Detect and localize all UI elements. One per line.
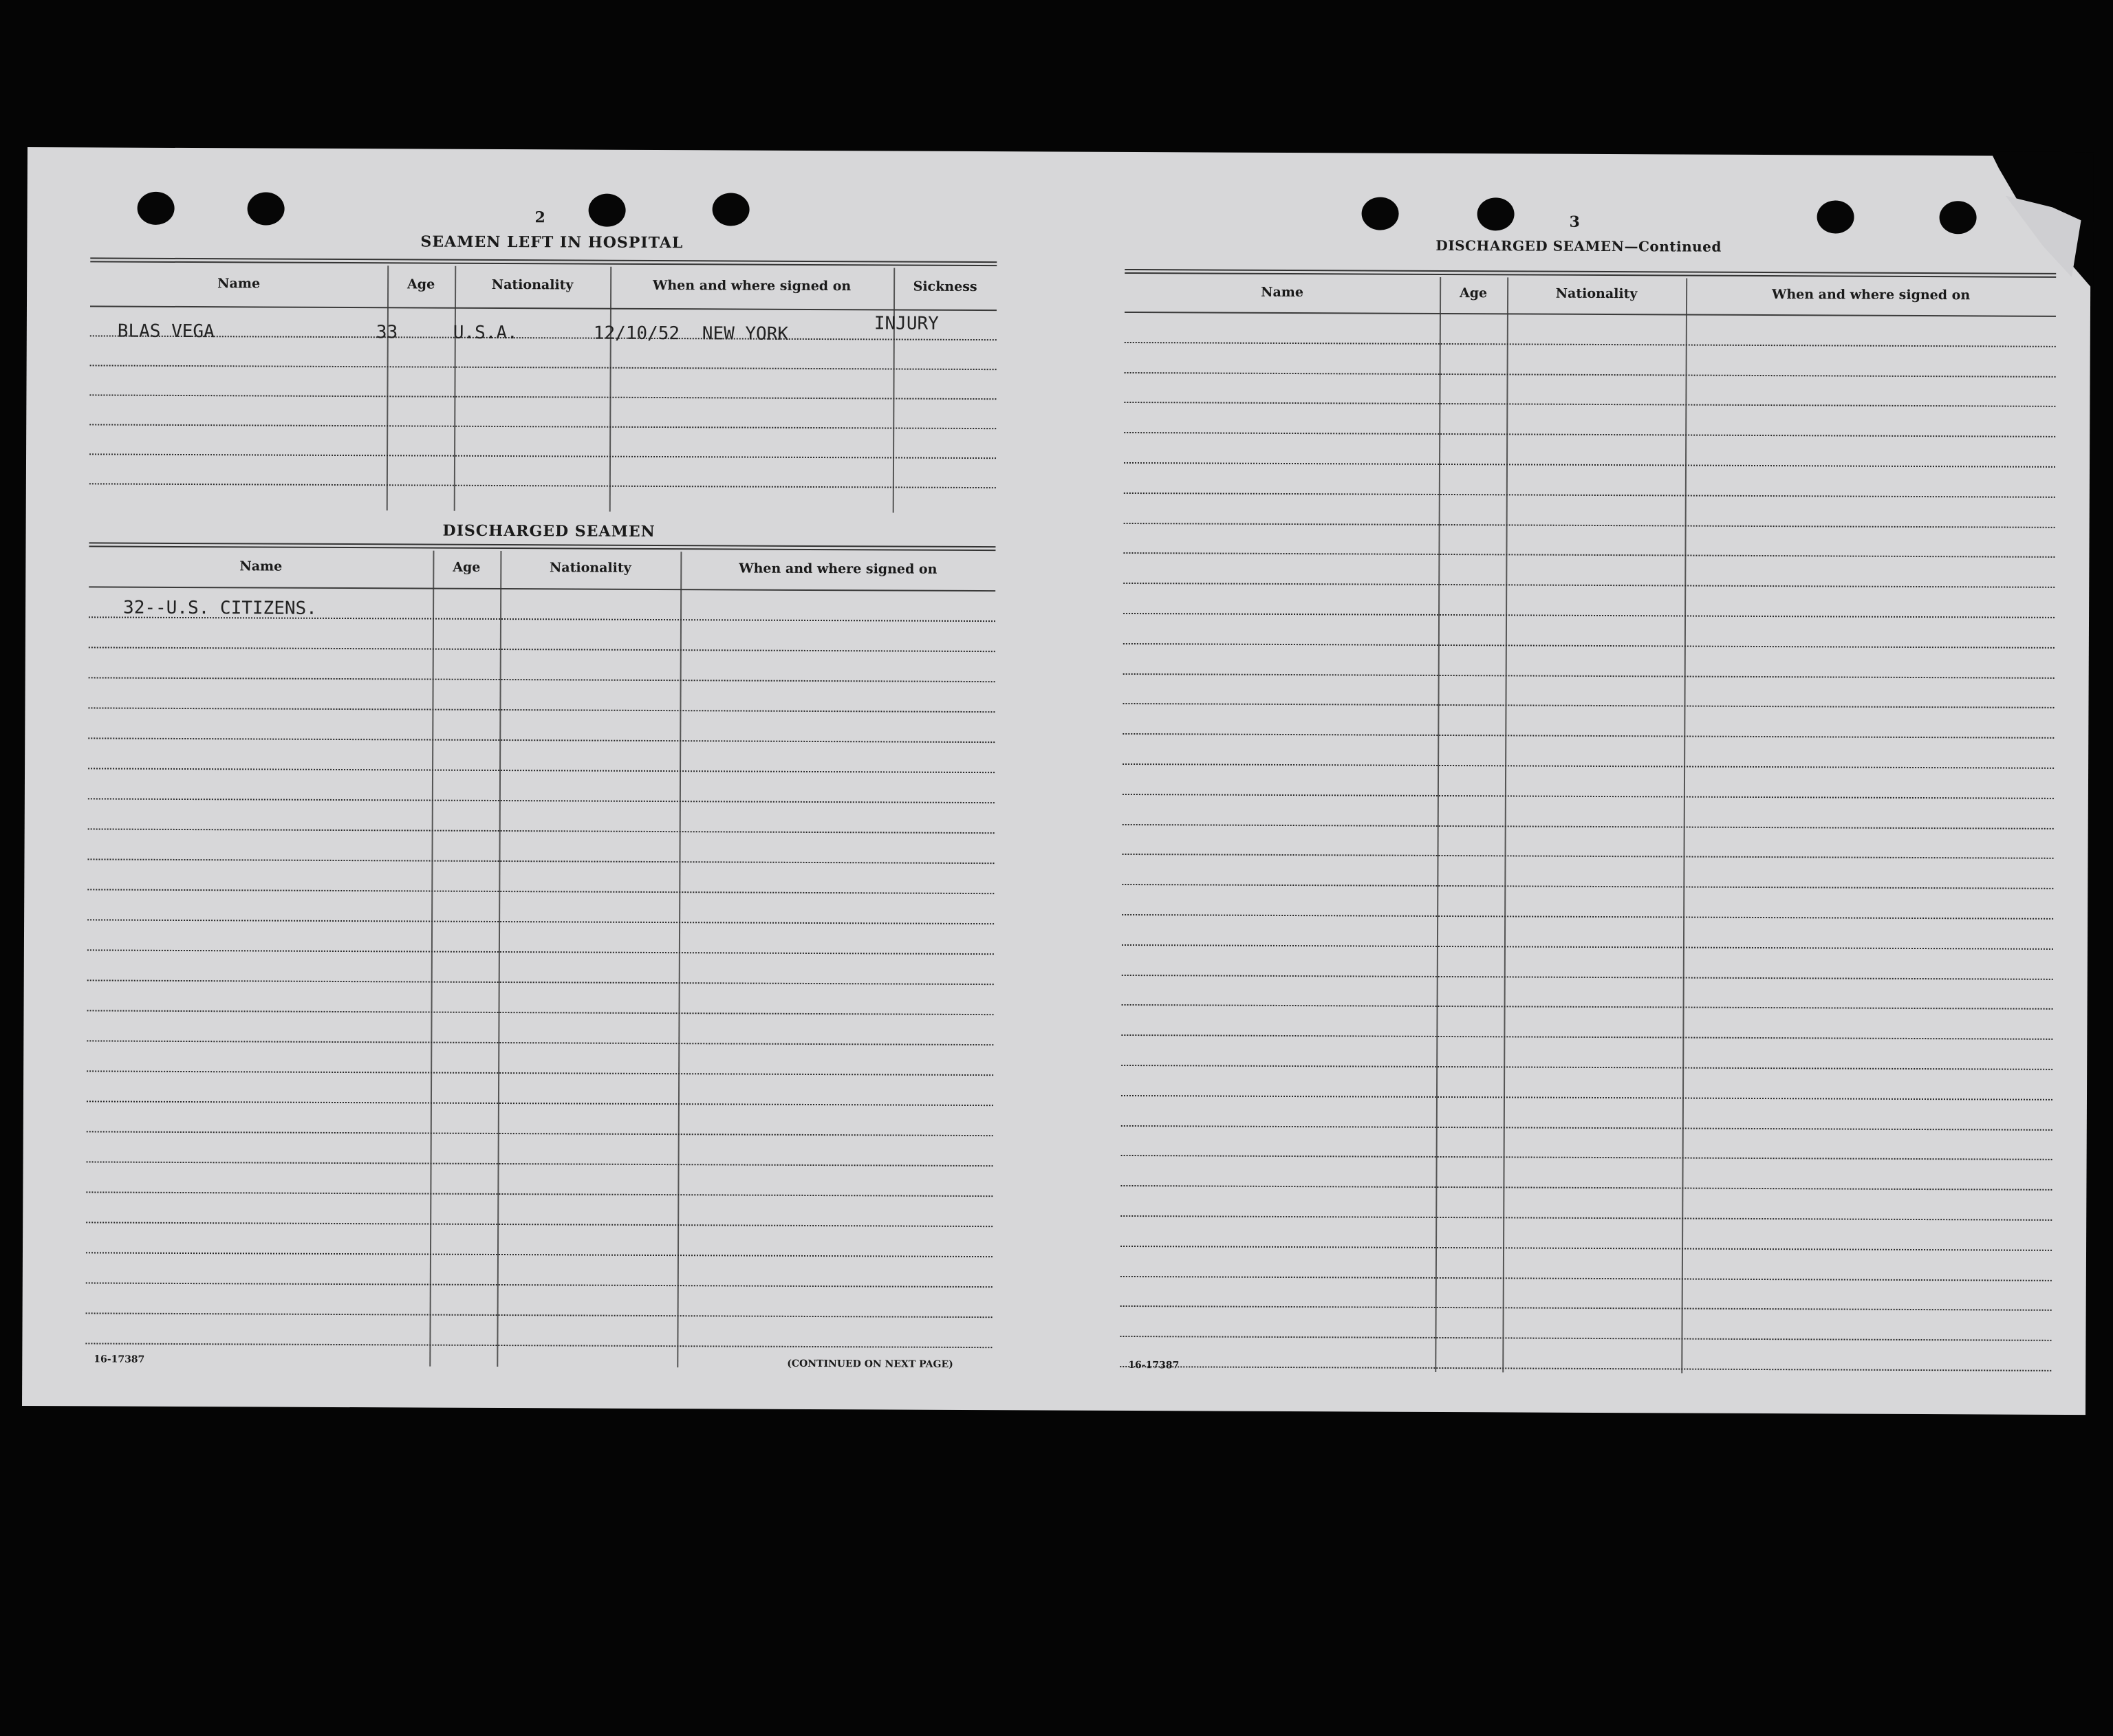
- row-rule: [85, 1343, 992, 1348]
- row-rule: [87, 858, 994, 864]
- row-rule: [86, 1222, 993, 1227]
- row-rule: [89, 647, 995, 652]
- row-rule: [1123, 824, 2054, 829]
- row-rule: [89, 453, 996, 459]
- row-rule: [88, 798, 995, 803]
- row-rule: [87, 1100, 993, 1106]
- row-rule: [86, 1191, 993, 1197]
- discharged-name-cell: 32--U.S. CITIZENS.: [123, 597, 317, 619]
- row-rule: [1123, 854, 2054, 859]
- row-rule: [88, 737, 995, 743]
- continued-note: (CONTINUED ON NEXT PAGE): [787, 1358, 953, 1370]
- row-rule: [1120, 1366, 2051, 1371]
- row-rule: [1122, 975, 2053, 980]
- row-rule: [1123, 583, 2055, 588]
- row-rule: [89, 483, 996, 488]
- hospital-date-cell: 12/10/52: [593, 323, 680, 345]
- page-number-left: 2: [534, 208, 545, 227]
- row-rule: [1124, 432, 2055, 437]
- row-rule: [1120, 1215, 2052, 1221]
- punch-hole: [1939, 201, 1976, 234]
- row-rule: [1120, 1246, 2052, 1251]
- column-header: When and where signed on: [653, 277, 852, 294]
- row-rule: [87, 1070, 993, 1076]
- column-header: Nationality: [1555, 285, 1638, 302]
- column-divider: [609, 267, 612, 512]
- row-rule: [1122, 884, 2053, 889]
- row-rule: [1123, 673, 2055, 679]
- column-header: Age: [407, 276, 435, 292]
- row-rule: [87, 979, 994, 985]
- hospital-age-cell: 33: [376, 322, 398, 343]
- row-rule: [1123, 733, 2054, 739]
- hospital-place-cell: NEW YORK: [702, 323, 789, 345]
- header-rule: [90, 305, 997, 311]
- discharged-table: [85, 549, 995, 1369]
- row-rule: [1120, 1185, 2052, 1191]
- row-rule: [1124, 492, 2055, 498]
- row-rule: [1125, 372, 2056, 378]
- row-rule: [86, 1282, 993, 1288]
- row-rule: [1122, 914, 2053, 920]
- column-header: Name: [239, 558, 283, 574]
- row-rule: [1122, 944, 2053, 950]
- punch-hole: [138, 192, 175, 225]
- row-rule: [87, 919, 994, 924]
- row-rule: [87, 1040, 993, 1045]
- page-number-right: 3: [1569, 213, 1580, 231]
- hospital-section-title: SEAMEN LEFT IN HOSPITAL: [420, 232, 684, 252]
- column-header: Sickness: [913, 279, 977, 295]
- row-rule: [1124, 462, 2055, 468]
- row-rule: [1120, 1276, 2052, 1281]
- row-rule: [89, 394, 996, 400]
- header-rule: [1125, 312, 2056, 317]
- right-section-title: DISCHARGED SEAMEN—Continued: [1435, 237, 1722, 255]
- row-rule: [1123, 552, 2055, 558]
- form-number-left: 16-17387: [94, 1354, 145, 1365]
- column-header: Age: [453, 559, 481, 575]
- row-rule: [90, 335, 997, 340]
- row-rule: [89, 677, 995, 682]
- row-rule: [1123, 643, 2055, 649]
- row-rule: [1122, 1004, 2053, 1010]
- hospital-nationality-cell: U.S.A.: [453, 322, 518, 344]
- row-rule: [90, 365, 997, 370]
- row-rule: [1120, 1305, 2052, 1311]
- column-header: Nationality: [549, 560, 631, 576]
- row-rule: [1124, 402, 2055, 407]
- column-divider: [454, 266, 457, 511]
- row-rule: [87, 889, 994, 894]
- header-rule: [89, 586, 995, 592]
- punch-hole: [713, 193, 750, 226]
- column-header: Name: [217, 276, 261, 292]
- row-rule: [88, 707, 995, 713]
- column-header: Nationality: [491, 276, 574, 293]
- punch-hole: [589, 194, 626, 227]
- row-rule: [1124, 523, 2055, 528]
- column-header: When and where signed on: [1771, 287, 1971, 303]
- row-rule: [87, 949, 994, 955]
- column-header: Name: [1261, 284, 1304, 301]
- column-divider: [429, 551, 434, 1367]
- row-rule: [1121, 1125, 2052, 1131]
- row-rule: [1123, 703, 2054, 708]
- row-rule: [89, 424, 996, 429]
- row-rule: [88, 828, 995, 834]
- row-rule: [86, 1252, 993, 1257]
- row-rule: [1121, 1155, 2052, 1160]
- punch-hole: [248, 192, 285, 225]
- row-rule: [1121, 1034, 2052, 1040]
- row-rule: [1121, 1065, 2052, 1070]
- row-rule: [88, 768, 995, 773]
- row-rule: [87, 1131, 993, 1136]
- row-rule: [1123, 794, 2054, 799]
- row-rule: [1120, 1336, 2051, 1341]
- punch-hole: [1477, 197, 1514, 230]
- discharged-section-title: DISCHARGED SEAMEN: [442, 521, 655, 541]
- hospital-table: [89, 264, 997, 513]
- form-number-right: 16-17387: [1128, 1359, 1180, 1371]
- row-rule: [86, 1312, 993, 1318]
- row-rule: [87, 1161, 993, 1167]
- punch-hole: [1817, 200, 1854, 233]
- row-rule: [87, 1010, 994, 1015]
- column-divider: [677, 552, 682, 1367]
- right-discharged-table: [1120, 276, 2056, 1375]
- punch-hole: [1361, 197, 1398, 230]
- column-divider: [387, 265, 389, 510]
- row-rule: [1123, 763, 2054, 769]
- column-header: When and where signed on: [739, 561, 938, 577]
- row-rule: [1121, 1095, 2052, 1100]
- column-divider: [497, 551, 501, 1367]
- row-rule: [1125, 342, 2056, 347]
- column-divider: [893, 268, 896, 512]
- column-header: Age: [1459, 285, 1488, 301]
- row-rule: [1123, 613, 2055, 618]
- hospital-sickness-cell: INJURY: [874, 313, 939, 334]
- hospital-name-cell: BLAS VEGA: [117, 321, 215, 343]
- ledger-sheet: [22, 147, 2091, 1415]
